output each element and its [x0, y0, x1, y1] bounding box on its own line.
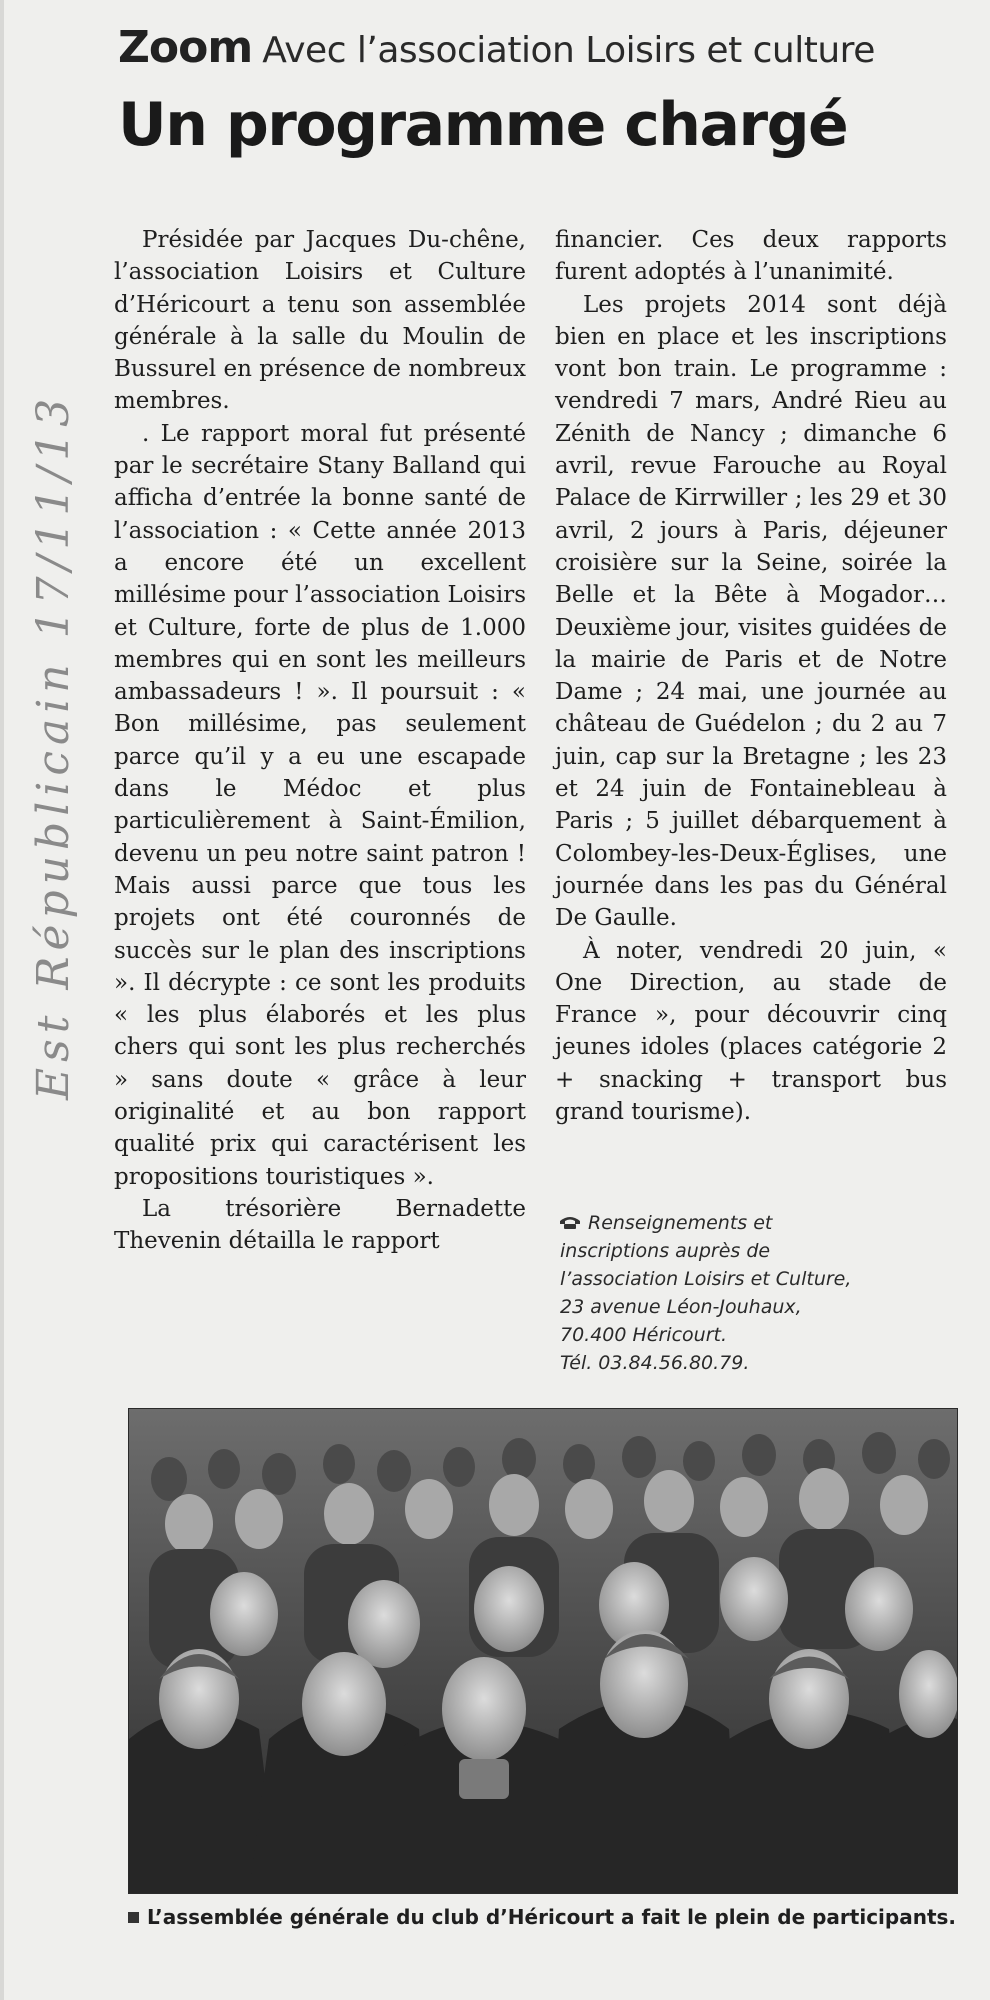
paragraph: financier. Ces deux rapports furent adoptés à l’unanimité.	[555, 227, 947, 286]
photo-caption	[128, 1902, 958, 1932]
info-line: Tél. 03.84.56.80.79.	[560, 1352, 750, 1374]
caption-text: L’assemblée générale du club d’Héricourt a fait le plein de participants.	[147, 1905, 957, 1929]
article-column-right	[555, 224, 947, 1128]
article-headline: Un programme chargé	[118, 90, 848, 160]
paragraph: La trésorière Bernadette Thevenin détailla le rapport	[114, 1195, 526, 1255]
audience-photo	[128, 1408, 958, 1894]
info-line: 70.400 Héricourt.	[560, 1324, 728, 1346]
phone-icon	[558, 1210, 582, 1226]
article-subtitle: Avec l’association Loisirs et culture	[262, 30, 875, 71]
paragraph: Les projets 2014 sont déjà bien en place et les inscriptions vont bon train. Le programme : vendredi 7 mars, André Rieu au Zénith de Nancy ; dimanche 6 avril, revue Farouche au Royal Palace de Kirrwiller ; les 29 et 30 avril, 2 jours à Paris, déjeuner croisière sur la Seine, soirée la Belle et la Bête à Mogador… Deuxième jour, visites guidées de la mairie de Paris et de Notre Dame ; 24 mai, une journée au château de Guédelon ; du 2 au 7 juin, cap sur la Bretagne ; les 23 et 24 juin de Fontainebleau à Paris ; 5 juillet débarquement à Colombey-les-Deux-Églises, une journée dans les pas du Général De Gaulle.	[555, 291, 947, 932]
article-column-left	[114, 224, 526, 1258]
contact-info-box	[558, 1209, 938, 1377]
paragraph: . Le rapport moral fut présenté par le secrétaire Stany Balland qui afficha d’entrée la bonne santé de l’association : « Cette année 2013 a encore été un excellent millésime pour l’association Loisirs et Culture, forte de plus de 1.000 membres qui en sont les meilleurs ambassadeurs ! ». Il poursuit : « Bon millésime, pas seulement parce qu’il y a eu une escapade dans le Médoc et plus particulièrement à Saint-Émilion, devenu un peu notre saint patron ! Mais aussi parce que tous les projets ont été couronnés de succès sur le plan des inscriptions ». Il décrypte : ce sont les produits « les plus élaborés et les plus chers qui sont les plus recherchés » sans doute « grâce à leur originalité et au bon rapport qualité prix qui caractérisent les propositions touristiques ».	[114, 420, 526, 1190]
caption-bullet	[128, 1912, 139, 1923]
info-line: l’association Loisirs et Culture,	[560, 1268, 852, 1290]
info-line: Renseignements et	[588, 1212, 773, 1234]
paragraph: À noter, vendredi 20 juin, « One Direction, au stade de France », pour découvrir cinq jeunes idoles (places catégorie 2 + snacking + transport bus grand tourisme).	[555, 937, 947, 1126]
page-edge	[0, 0, 4, 2000]
section-label: Zoom	[118, 22, 253, 73]
info-line: 23 avenue Léon-Jouhaux,	[560, 1296, 802, 1318]
audience-photo-illustration	[129, 1409, 957, 1893]
article-kicker	[118, 22, 875, 73]
info-line: inscriptions auprès de	[560, 1240, 771, 1262]
paragraph: Présidée par Jacques Du-chêne, l’association Loisirs et Culture d’Héricourt a tenu son assemblée générale à la salle du Moulin de Bussurel en présence de nombreux membres.	[114, 227, 526, 415]
handwritten-annotation: Est Républicain 17/11/13	[28, 392, 79, 1100]
